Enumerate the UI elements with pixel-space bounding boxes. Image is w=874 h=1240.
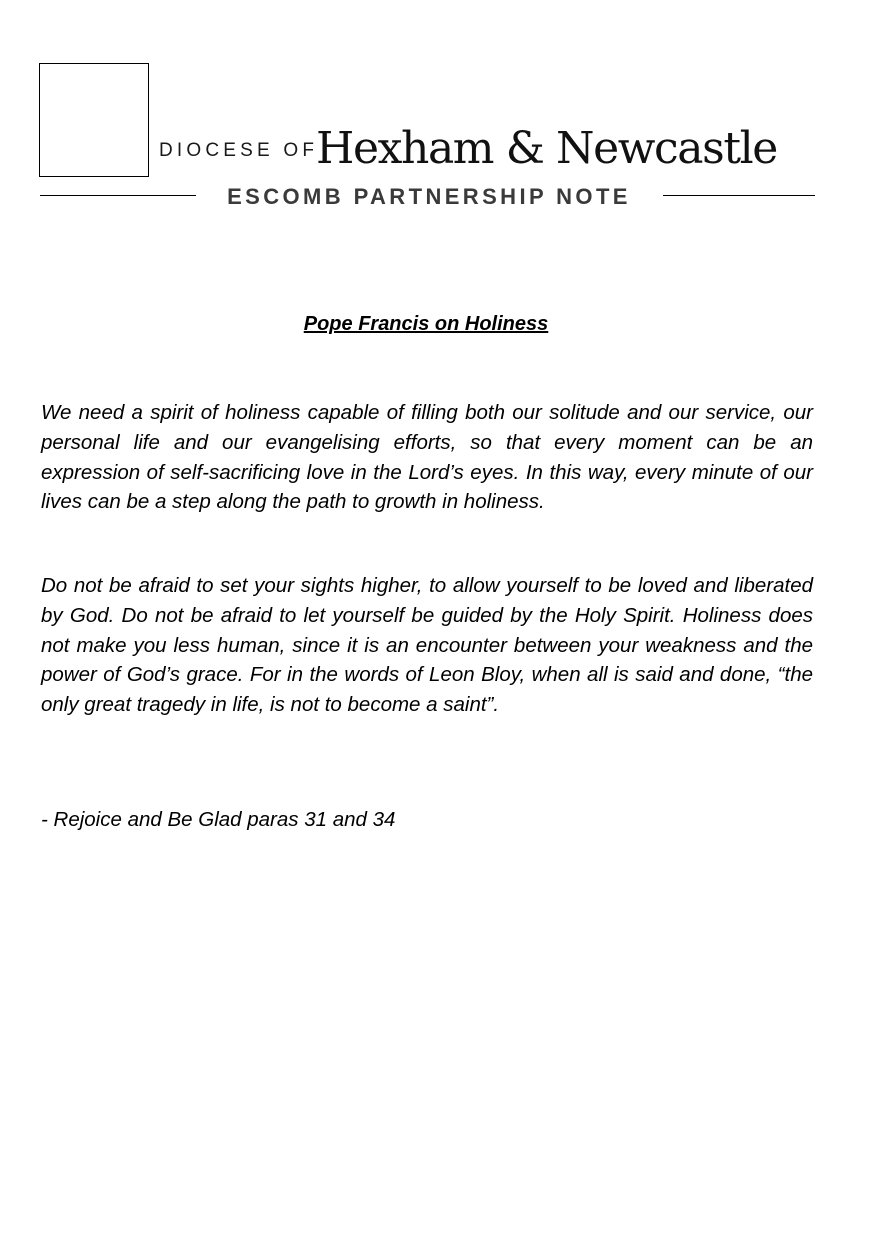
diocese-prefix: DIOCESE OF [159, 140, 319, 161]
paragraph-1: We need a spirit of holiness capable of filling both our solitude and our service, our personal life and our evangelising efforts, so that every moment can be an expression of self-sacrificing love in the Lord’s eyes. In this way, every minute of our lives can be a step along the path to growth in holiness. [41, 401, 813, 514]
letterhead-subtitle: ESCOMB PARTNERSHIP NOTE [227, 184, 631, 209]
diocese-logo-frame [39, 63, 149, 177]
citation: - Rejoice and Be Glad paras 31 and 34 [41, 808, 396, 831]
divider-right [663, 195, 815, 196]
diocese-name: Hexham & Newcastle [316, 123, 777, 174]
divider-left [40, 195, 196, 196]
document-title: Pope Francis on Holiness [303, 313, 549, 335]
paragraph-2: Do not be afraid to set your sights higher, to allow yourself to be loved and liberated by God. Do not be afraid to let yourself be guided by the Holy Spirit. Holiness does not make you less human, since it is an encounter between your weakness and the power of God’s grace. For in the words of Leon Bloy, when all is said and done, “the only great tragedy in life, is not to become a saint”. [41, 574, 813, 717]
